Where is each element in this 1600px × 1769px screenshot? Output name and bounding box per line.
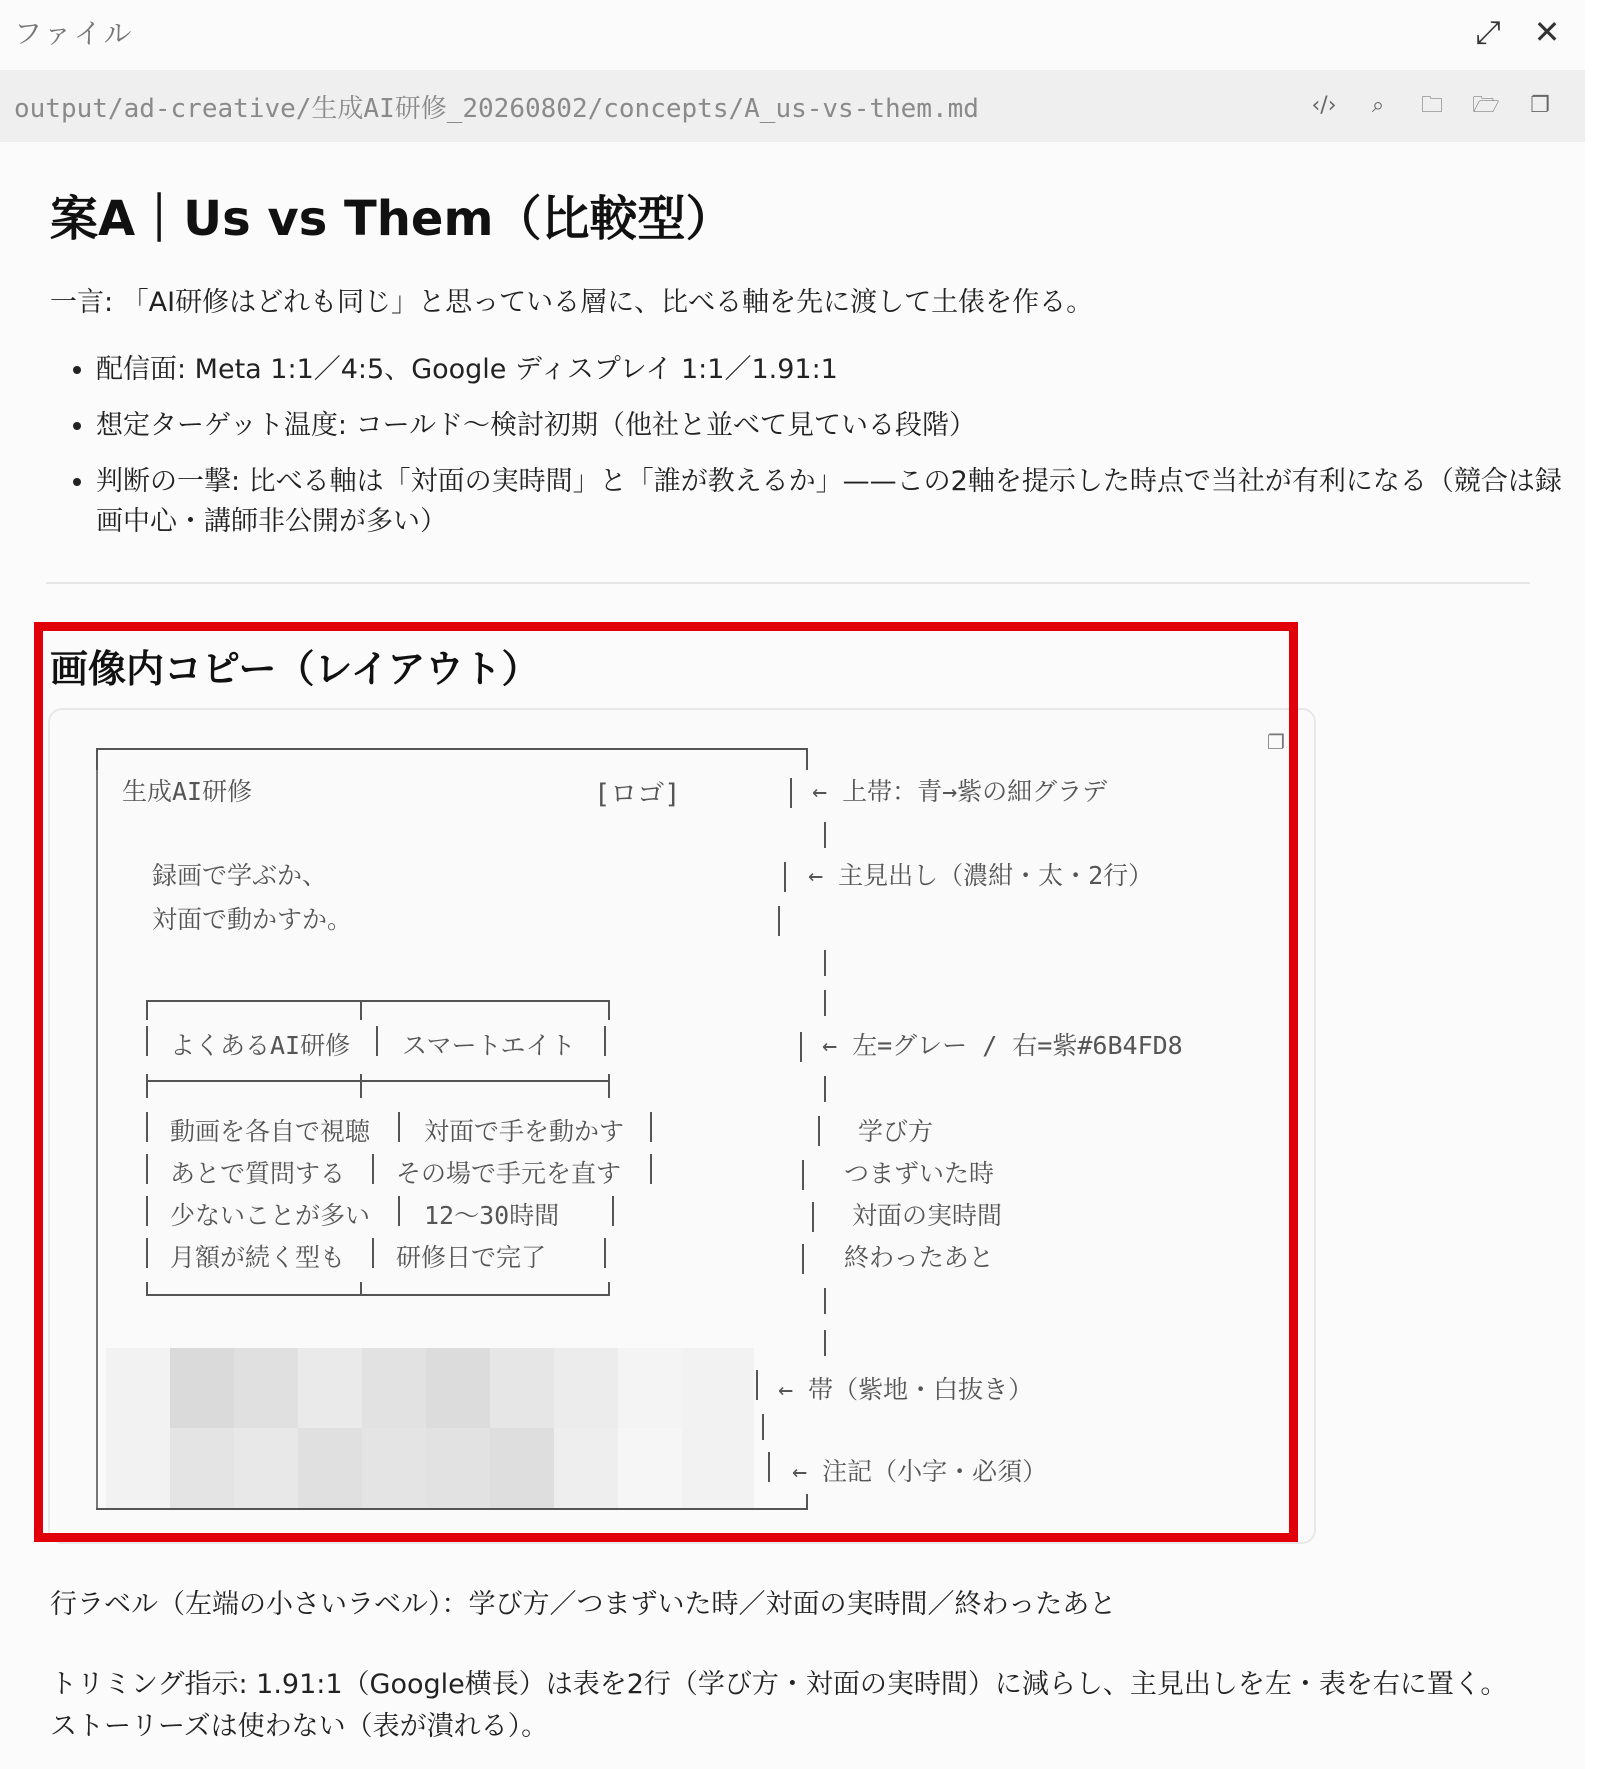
blurred-pixel — [362, 1428, 426, 1508]
blurred-pixel — [618, 1348, 682, 1428]
page-title: 案A｜Us vs Them（比較型） — [50, 191, 734, 247]
folder-open-icon[interactable]: 🗁 — [1472, 93, 1500, 118]
summary-text: 一言: 「AI研修はどれも同じ」と思っている層に、比べる軸を先に渡して土俵を作る。 — [50, 287, 1094, 318]
row-label-3: 対面の実時間 — [852, 1201, 1003, 1230]
table-corner — [608, 1000, 610, 1020]
table-corner — [360, 1000, 362, 1020]
table-bar — [146, 1112, 148, 1142]
table-corner — [146, 1074, 148, 1098]
code-copy-icon[interactable]: ❐ — [1267, 730, 1285, 754]
frame-right-bar — [778, 906, 780, 936]
table-corner — [360, 1282, 362, 1296]
blurred-pixel — [426, 1348, 490, 1428]
table-bar — [146, 1026, 148, 1056]
table-col-right-header: スマートエイト — [402, 1031, 576, 1060]
blurred-pixel — [298, 1348, 362, 1428]
annotation-top-band: ← 上帯：青→紫の細グラデ — [812, 777, 1108, 806]
table-row-4-left: 月額が続く型も — [170, 1243, 346, 1272]
table-bar — [146, 1154, 148, 1184]
bullet-list — [50, 350, 1576, 558]
copy-icon[interactable]: ❐ — [1530, 93, 1550, 118]
table-corner — [360, 1074, 362, 1098]
table-bar — [372, 1154, 374, 1184]
table-bar — [650, 1112, 652, 1142]
frame-right-bar — [762, 1414, 764, 1440]
frame-right-bar — [824, 950, 826, 976]
scroll-gutter[interactable] — [1585, 0, 1600, 1769]
frame-corner — [806, 748, 808, 770]
section-heading: 画像内コピー（レイアウト） — [50, 647, 540, 691]
frame-right-bar — [784, 862, 786, 892]
code-view-icon[interactable]: ‹/› — [1311, 93, 1337, 118]
table-bar — [376, 1026, 378, 1056]
frame-right-bar — [824, 1330, 826, 1356]
folder-icon[interactable]: 🗀 — [1420, 93, 1443, 118]
blurred-pixel — [554, 1428, 618, 1508]
table-bar — [604, 1238, 606, 1268]
frame-right-bar — [824, 1076, 826, 1102]
blurred-pixel — [490, 1428, 554, 1508]
frame-right-bar — [790, 778, 792, 808]
table-bar — [398, 1112, 400, 1142]
frame-bottom-line — [96, 1508, 808, 1510]
close-icon[interactable]: ✕ — [1533, 13, 1561, 51]
table-bottom-line — [146, 1294, 610, 1296]
table-row-3-right: 12〜30時間 — [424, 1201, 560, 1230]
divider — [46, 582, 1530, 584]
list-item: • 想定ターゲット温度: コールド〜検討初期（他社と並べて見ている段階） — [96, 406, 1576, 446]
frame-right-bar — [802, 1160, 804, 1190]
layout-headline-2: 対面で動かすか。 — [152, 905, 353, 934]
path-bar — [0, 70, 1585, 142]
blurred-pixel — [170, 1348, 234, 1428]
table-bar — [650, 1154, 652, 1184]
table-row-1-left: 動画を各自で視聴 — [170, 1117, 371, 1146]
table-bar — [146, 1238, 148, 1268]
frame-right-bar — [768, 1452, 770, 1482]
table-row-2-right: その場で手元を直す — [396, 1159, 622, 1188]
list-item: • 配信面: Meta 1:1／4:5、Google ディスプレイ 1:1／1.91:1 — [96, 350, 1576, 390]
blurred-pixel — [618, 1428, 682, 1508]
blurred-pixel — [554, 1348, 618, 1428]
table-mid-line — [146, 1080, 610, 1082]
annotation-note: ← 注記（小字・必須） — [792, 1457, 1048, 1486]
frame-right-bar — [824, 822, 826, 848]
table-corner — [608, 1282, 610, 1296]
frame-left-line — [96, 770, 98, 1510]
window-title: ファイル — [14, 17, 134, 50]
blurred-pixel — [298, 1428, 362, 1508]
table-col-left-header: よくあるAI研修 — [170, 1031, 351, 1060]
table-row-2-left: あとで質問する — [170, 1159, 346, 1188]
row-label-2: つまずいた時 — [844, 1159, 995, 1188]
trimming-instruction: トリミング指示: 1.91:1（Google横長）は表を2行（学び方・対面の実時間）に減らし、主見出しを左・表を右に置く。ストーリーズは使わない（表が潰れる）。 — [50, 1669, 1508, 1742]
search-icon[interactable]: ⌕ — [1371, 93, 1385, 118]
table-bar — [372, 1238, 374, 1268]
frame-right-bar — [802, 1244, 804, 1274]
blurred-pixel — [426, 1428, 490, 1508]
layout-logo-placeholder: [ロゴ] — [594, 779, 681, 810]
blurred-pixel — [170, 1428, 234, 1508]
row-label-description: 行ラベル（左端の小さいラベル）：学び方／つまずいた時／対面の実時間／終わったあと — [50, 1589, 1117, 1620]
table-corner — [608, 1074, 610, 1098]
layout-headline-1: 録画で学ぶか、 — [152, 861, 328, 890]
list-item: • 判断の一撃: 比べる軸は「対面の実時間」と「誰が教えるか」——この2軸を提示した時点で当社が有利になる（競合は録画中心・講師非公開が多い） — [96, 462, 1576, 542]
frame-right-bar — [800, 1032, 802, 1062]
table-row-3-left: 少ないことが多い — [170, 1201, 371, 1230]
blurred-pixel — [362, 1348, 426, 1428]
blurred-pixel — [234, 1428, 298, 1508]
frame-right-bar — [818, 1116, 820, 1146]
table-bar — [146, 1196, 148, 1226]
frame-top-line — [96, 748, 808, 750]
table-bar — [604, 1026, 606, 1056]
annotation-band: ← 帯（紫地・白抜き） — [778, 1375, 1034, 1404]
frame-right-bar — [824, 1288, 826, 1314]
file-path: output/ad-creative/生成AI研修_20260802/concepts/A_us-vs-them.md — [14, 94, 979, 124]
row-label-4: 終わったあと — [844, 1243, 994, 1272]
table-row-1-right: 対面で手を動かす — [424, 1117, 625, 1146]
frame-right-bar — [756, 1370, 758, 1400]
table-row-4-right: 研修日で完了 — [396, 1243, 547, 1272]
table-corner — [146, 1282, 148, 1296]
title-bar — [0, 0, 1585, 66]
frame-right-bar — [824, 990, 826, 1016]
table-bar — [398, 1196, 400, 1226]
table-corner — [146, 1000, 148, 1020]
row-label-1: 学び方 — [858, 1117, 934, 1146]
expand-icon[interactable]: ⤢ — [1475, 13, 1501, 51]
annotation-columns: ← 左=グレー / 右=紫#6B4FD8 — [822, 1031, 1183, 1060]
frame-corner — [806, 1494, 808, 1510]
frame-corner — [96, 748, 98, 770]
annotation-headline: ← 主見出し（濃紺・太・2行） — [808, 861, 1154, 890]
layout-brand: 生成AI研修 — [122, 777, 253, 806]
table-bar — [612, 1196, 614, 1226]
frame-right-bar — [812, 1202, 814, 1232]
blurred-pixel — [234, 1348, 298, 1428]
table-top-line — [146, 1000, 610, 1002]
blurred-pixel — [490, 1348, 554, 1428]
